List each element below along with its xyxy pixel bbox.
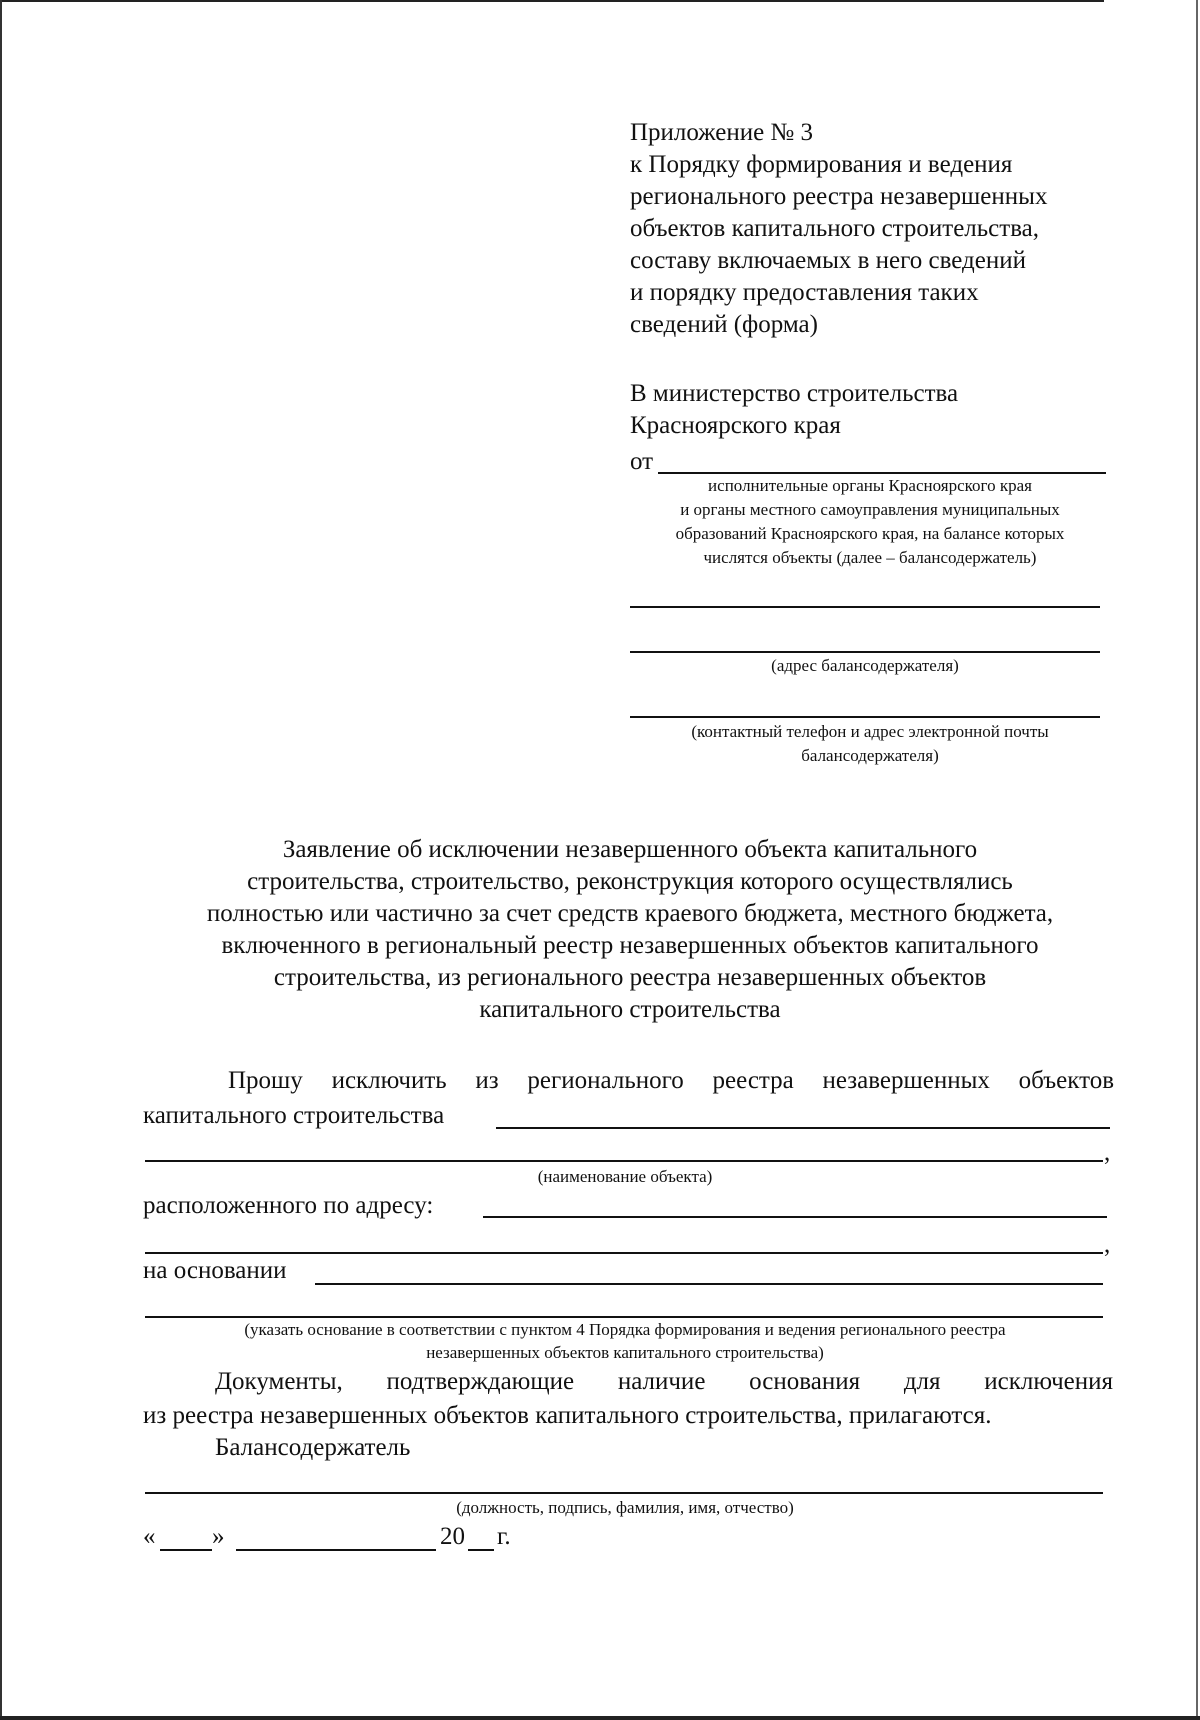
object-note: (наименование объекта): [537, 1167, 713, 1186]
holder-address-field[interactable]: [630, 651, 1100, 653]
from-note-line: исполнительные органы Красноярского края: [708, 476, 1032, 495]
date-close-quote: »: [212, 1523, 225, 1550]
scan-border-top: [0, 0, 1100, 2]
contact-note-line: (контактный телефон и адрес электронной почты: [691, 722, 1049, 741]
holder-name-field[interactable]: [630, 606, 1100, 608]
appendix-line: регионального реестра незавершенных: [630, 183, 1048, 210]
request-text-line1: Прошу исключить из регионального реестра незавершенных объектов: [228, 1067, 1114, 1094]
from-note-line: и органы местного самоуправления муниципальных: [680, 500, 1060, 519]
appendix-line: объектов капитального строительства,: [630, 215, 1040, 242]
from-label: от: [630, 448, 654, 475]
appendix-line: и порядку предоставления таких: [630, 279, 979, 306]
scan-border-right: [1196, 0, 1198, 1720]
date-open-quote: «: [143, 1523, 156, 1550]
documents-line2: из реестра незавершенных объектов капитального строительства, прилагаются.: [143, 1402, 992, 1429]
title-line: строительства, из регионального реестра незавершенных объектов: [273, 964, 987, 991]
from-note-line: числятся объекты (далее – балансодержатель): [703, 548, 1037, 567]
appendix-line: сведений (форма): [630, 311, 818, 338]
object-name-field-2[interactable]: [145, 1160, 1103, 1162]
date-year-field[interactable]: [468, 1549, 494, 1551]
basis-note-line: (указать основание в соответствии с пунктом 4 Порядка формирования и ведения регионального реестра: [244, 1320, 1006, 1339]
object-name-field[interactable]: [496, 1127, 1110, 1129]
address-comma: ,: [1104, 1231, 1111, 1258]
signature-note: (должность, подпись, фамилия, имя, отчество): [456, 1498, 794, 1517]
scan-border-left: [0, 0, 2, 1716]
scan-border-bottom: [0, 1716, 1200, 1720]
documents-line1: Документы, подтверждающие наличие основания для исключения: [215, 1368, 1113, 1395]
contact-note-line: балансодержателя): [801, 746, 939, 765]
basis-field[interactable]: [315, 1283, 1103, 1285]
object-comma: ,: [1104, 1139, 1111, 1166]
basis-note-line: незавершенных объектов капитального строительства): [426, 1343, 824, 1362]
date-year-prefix: 20: [440, 1523, 465, 1550]
holder-label: Балансодержатель: [215, 1434, 411, 1461]
appendix-line: Приложение № 3: [630, 119, 814, 146]
title-line: полностью или частично за счет средств краевого бюджета, местного бюджета,: [206, 900, 1054, 927]
basis-label: на основании: [143, 1257, 287, 1284]
from-field[interactable]: [658, 472, 1106, 474]
basis-field-2[interactable]: [145, 1316, 1103, 1318]
object-address-field[interactable]: [483, 1216, 1107, 1218]
address-note: (адрес балансодержателя): [771, 656, 959, 675]
appendix-line: составу включаемых в него сведений: [630, 247, 1027, 274]
title-line: капитального строительства: [479, 996, 781, 1023]
date-day-field[interactable]: [160, 1549, 212, 1551]
title-line: Заявление об исключении незавершенного объекта капитального: [282, 836, 978, 863]
address-label: расположенного по адресу:: [143, 1192, 434, 1219]
from-note-line: образований Красноярского края, на балансе которых: [675, 524, 1065, 543]
title-line: включенного в региональный реестр незавершенных объектов капитального: [221, 932, 1039, 959]
object-address-field-2[interactable]: [145, 1252, 1103, 1254]
addressee-region: Красноярского края: [630, 412, 841, 439]
date-month-field[interactable]: [236, 1549, 436, 1551]
signature-field[interactable]: [145, 1492, 1103, 1494]
addressee-ministry: В министерство строительства: [630, 380, 959, 407]
scan-border-dash: [1000, 0, 1104, 2]
date-year-suffix: г.: [497, 1523, 511, 1550]
title-line: строительства, строительство, реконструкция которого осуществлялись: [247, 868, 1013, 895]
holder-contact-field[interactable]: [630, 716, 1100, 718]
request-text-line2: капитального строительства: [143, 1102, 445, 1129]
appendix-line: к Порядку формирования и ведения: [630, 151, 1013, 178]
